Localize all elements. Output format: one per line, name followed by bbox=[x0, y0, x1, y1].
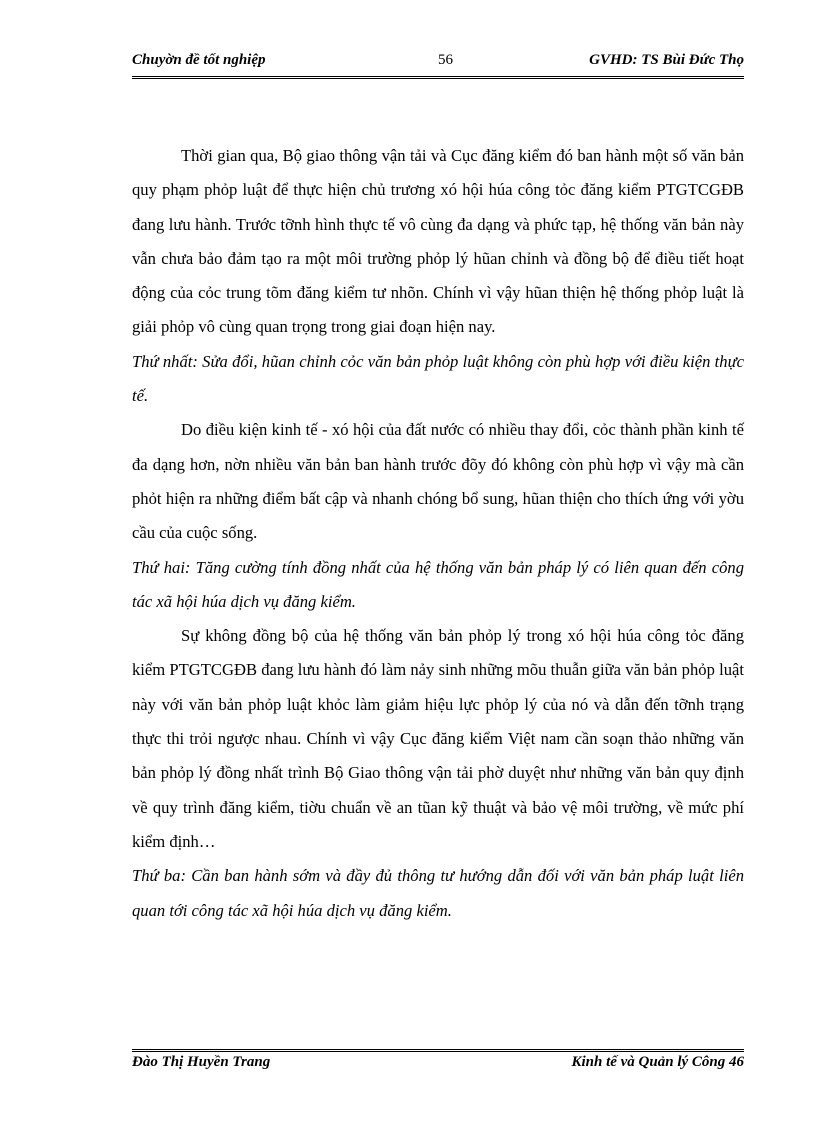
paragraph-first: Do điều kiện kinh tế - xó hội của đất nước có nhiều thay đổi, cỏc thành phần kinh tế đa dạng hơn, nờn nhiều văn bản ban hành trước đõy đó không còn phù hợp vì vậy mà cần phỏt hiện ra những điểm bất cập và nhanh chóng bổ sung, hũan thiện cho thích ứng với yờu cầu của cuộc sống. bbox=[132, 420, 744, 543]
footer-rule bbox=[132, 1049, 744, 1052]
footer-class: Kinh tế và Quản lý Công 46 bbox=[571, 1054, 744, 1070]
heading-second: Thứ hai: Tăng cường tính đồng nhất của hệ thống văn bản pháp lý có liên quan đến công tác xã hội húa dịch vụ đăng kiểm. bbox=[132, 557, 744, 611]
header-rule bbox=[132, 76, 744, 79]
heading-first: Thứ nhất: Sửa đổi, hũan chỉnh cỏc văn bản phỏp luật không còn phù hợp với điều kiện thực tế. bbox=[132, 351, 744, 406]
document-body bbox=[132, 139, 744, 928]
paragraph-second: Sự không đồng bộ của hệ thống văn bản phỏp lý trong xó hội húa công tỏc đăng kiểm PTGTCGĐB đang lưu hành đó làm nảy sinh những mõu thuẫn giữa văn bản phỏp luật này với văn bản phỏp luật khỏc làm giảm hiệu lực phỏp lý của nó và dẫn đến tỡnh trạng thực thi trỏi ngược nhau. Chính vì vậy Cục đăng kiểm Việt nam cần soạn thảo những văn bản phỏp lý đồng nhất trình Bộ Giao thông vận tải phờ duyệt như những văn bản quy định về quy trình đăng kiểm, tiờu chuẩn về an tũan kỹ thuật và bảo vệ môi trường, về mức phí kiểm định… bbox=[132, 626, 744, 851]
page-footer bbox=[132, 1054, 744, 1076]
paragraph-intro: Thời gian qua, Bộ giao thông vận tải và Cục đăng kiểm đó ban hành một số văn bản quy phạm phỏp luật để thực hiện chủ trương xó hội húa công tỏc đăng kiểm PTGTCGĐB đang lưu hành. Trước tỡnh hình thực tế vô cùng đa dạng và phức tạp, hệ thống văn bản này vẫn chưa bảo đảm tạo ra một môi trường phỏp lý hũan chỉnh và đồng bộ để điều tiết hoạt động của cỏc trung tõm đăng kiểm tư nhõn. Chính vì vậy hũan thiện hệ thống phỏp luật là giải phỏp vô cùng quan trọng trong giai đoạn hiện nay. bbox=[132, 146, 744, 337]
header-supervisor: GVHD: TS Bùi Đức Thọ bbox=[589, 52, 744, 68]
heading-third: Thứ ba: Cần ban hành sớm và đầy đủ thông tư hướng dẫn đối với văn bản pháp luật liên quan tới công tác xã hội húa dịch vụ đăng kiểm. bbox=[132, 866, 744, 920]
page-number: 56 bbox=[438, 52, 453, 68]
header-title: Chuyờn đề tốt nghiệp bbox=[132, 52, 266, 68]
footer-author: Đào Thị Huyền Trang bbox=[132, 1054, 271, 1070]
page-header bbox=[132, 52, 744, 74]
